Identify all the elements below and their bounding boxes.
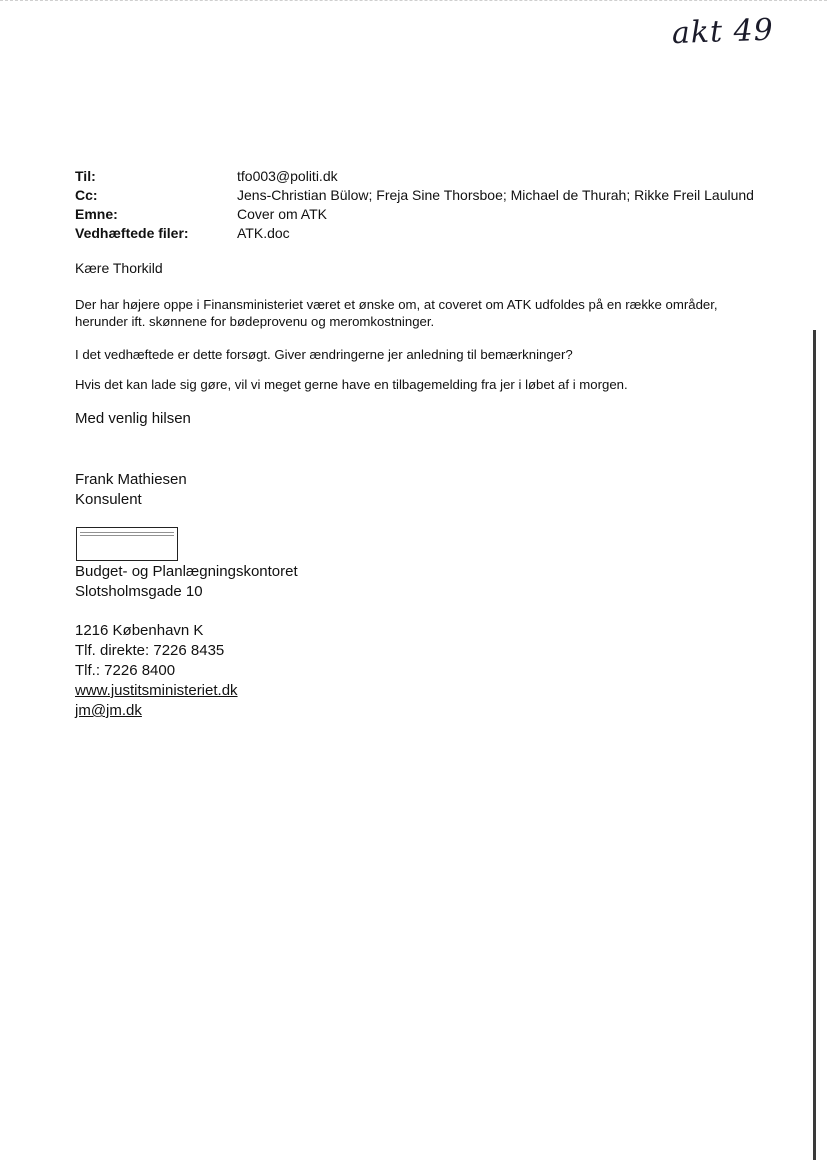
paragraph-1-line-2: herunder ift. skønnene for bødeprovenu og meromkostninger. xyxy=(75,314,435,329)
scan-edge-top xyxy=(0,0,827,5)
closing: Med venlig hilsen xyxy=(75,410,191,427)
cc-value: Jens-Christian Bülow; Freja Sine Thorsboe; Michael de Thurah; Rikke Freil Laulund xyxy=(237,187,754,203)
header-row-subject xyxy=(75,205,775,224)
paragraph-1 xyxy=(75,296,775,330)
office-street: Slotsholmsgade 10 xyxy=(75,583,203,600)
attachments-label: Vedhæftede filer: xyxy=(75,225,189,241)
office-city: 1216 København K xyxy=(75,622,204,639)
website-link[interactable]: www.justitsministeriet.dk xyxy=(75,682,238,699)
greeting: Kære Thorkild xyxy=(75,260,163,276)
subject-value: Cover om ATK xyxy=(237,206,327,222)
email-link[interactable]: jm@jm.dk xyxy=(75,702,142,719)
signature xyxy=(75,470,187,510)
attachments-value: ATK.doc xyxy=(237,225,290,241)
paragraph-3: Hvis det kan lade sig gøre, vil vi meget gerne have en tilbagemelding fra jer i løbet af i morgen. xyxy=(75,377,628,392)
logo-placeholder-text-lines xyxy=(80,532,174,538)
logo-image-placeholder xyxy=(76,527,178,561)
office-address xyxy=(75,562,298,602)
scan-edge-right xyxy=(813,330,816,1160)
paragraph-1-line-1: Der har højere oppe i Finansministeriet været et ønske om, at coveret om ATK udfoldes på en række områder, xyxy=(75,297,718,312)
contact-info xyxy=(75,621,238,721)
signature-title: Konsulent xyxy=(75,491,142,508)
phone-direct: Tlf. direkte: 7226 8435 xyxy=(75,642,225,659)
header-row-attachments xyxy=(75,224,775,243)
email-header xyxy=(75,167,775,243)
to-label: Til: xyxy=(75,168,96,184)
subject-label: Emne: xyxy=(75,206,118,222)
header-row-cc xyxy=(75,186,775,205)
handwritten-stamp: akt 49 xyxy=(671,12,775,52)
to-value: tfo003@politi.dk xyxy=(237,168,338,184)
phone-main: Tlf.: 7226 8400 xyxy=(75,662,176,679)
cc-label: Cc: xyxy=(75,187,98,203)
paragraph-2: I det vedhæftede er dette forsøgt. Giver ændringerne jer anledning til bemærkninger? xyxy=(75,347,573,362)
office-name: Budget- og Planlægningskontoret xyxy=(75,563,298,580)
signature-name: Frank Mathiesen xyxy=(75,471,187,488)
header-row-to xyxy=(75,167,775,186)
